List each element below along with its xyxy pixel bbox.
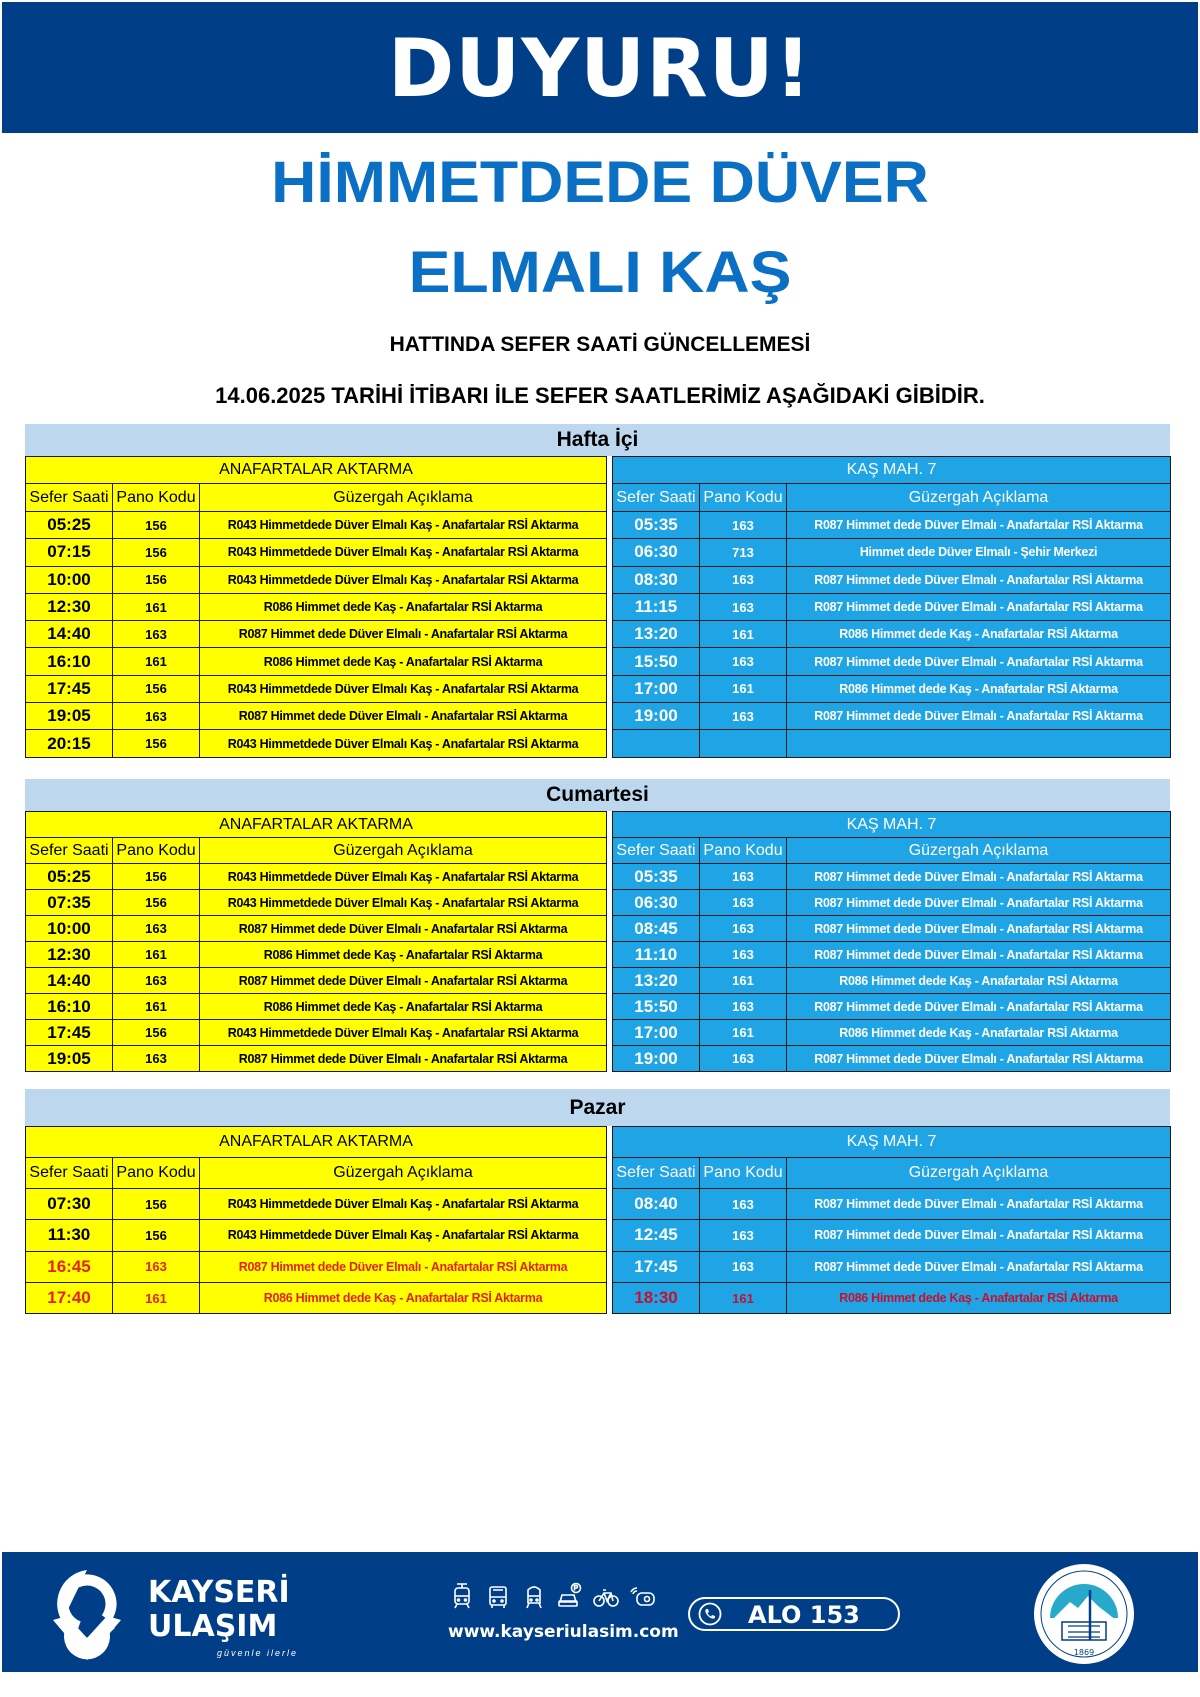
board-code: 163 bbox=[700, 890, 787, 916]
route-description: R043 Himmetdede Düver Elmalı Kaş - Anafartalar RSİ Aktarma bbox=[200, 1220, 607, 1251]
departure-time: 07:30 bbox=[26, 1189, 113, 1220]
departure-time: 13:20 bbox=[613, 621, 700, 648]
schedule-row bbox=[613, 648, 1171, 675]
schedule-row bbox=[613, 539, 1171, 566]
schedule-row bbox=[613, 916, 1171, 942]
column-header-route-description: Güzergah Açıklama bbox=[787, 1158, 1171, 1189]
departure-time: 10:00 bbox=[26, 916, 113, 942]
departure-time: 08:45 bbox=[613, 916, 700, 942]
schedule-row bbox=[613, 1046, 1171, 1072]
schedule-row bbox=[26, 512, 607, 539]
departure-time: 16:10 bbox=[26, 994, 113, 1020]
departure-time: 15:50 bbox=[613, 994, 700, 1020]
schedule-row bbox=[26, 730, 607, 757]
route-description: R087 Himmet dede Düver Elmalı - Anafartalar RSİ Aktarma bbox=[787, 864, 1171, 890]
transport-modes bbox=[448, 1582, 656, 1610]
route-description: R043 Himmetdede Düver Elmalı Kaş - Anafartalar RSİ Aktarma bbox=[200, 512, 607, 539]
board-code: 163 bbox=[113, 1046, 200, 1072]
route-description: R086 Himmet dede Kaş - Anafartalar RSİ Aktarma bbox=[200, 942, 607, 968]
schedule-row bbox=[613, 703, 1171, 730]
brand-name-line2: ULAŞIM bbox=[148, 1609, 278, 1644]
column-header-board-code: Pano Kodu bbox=[113, 484, 200, 512]
column-header-board-code: Pano Kodu bbox=[700, 484, 787, 512]
route-description: R086 Himmet dede Kaş - Anafartalar RSİ Aktarma bbox=[200, 648, 607, 675]
route-description: R087 Himmet dede Düver Elmalı - Anafartalar RSİ Aktarma bbox=[787, 1220, 1171, 1251]
board-code: 163 bbox=[700, 1220, 787, 1251]
schedule-row bbox=[26, 1046, 607, 1072]
board-code: 163 bbox=[700, 593, 787, 620]
schedule-row bbox=[613, 1282, 1171, 1313]
schedule-row bbox=[26, 890, 607, 916]
schedule-row bbox=[26, 1282, 607, 1313]
column-header-route-description: Güzergah Açıklama bbox=[200, 484, 607, 512]
departure-time: 20:15 bbox=[26, 730, 113, 757]
stop-name-header: KAŞ MAH. 7 bbox=[613, 1127, 1171, 1158]
footer-banner bbox=[2, 1552, 1198, 1672]
schedule-row bbox=[613, 890, 1171, 916]
website-link[interactable]: www.kayseriulasim.com bbox=[448, 1622, 679, 1642]
stop-name-header: ANAFARTALAR AKTARMA bbox=[26, 457, 607, 484]
board-code: 156 bbox=[113, 675, 200, 702]
schedule-row bbox=[613, 1220, 1171, 1251]
column-header-board-code: Pano Kodu bbox=[700, 1158, 787, 1189]
schedule-row bbox=[26, 621, 607, 648]
departures-from-anafartalar-table bbox=[25, 456, 607, 758]
departure-time bbox=[613, 730, 700, 757]
route-description: R086 Himmet dede Kaş - Anafartalar RSİ Aktarma bbox=[200, 593, 607, 620]
board-code: 163 bbox=[113, 621, 200, 648]
schedule-row bbox=[26, 703, 607, 730]
departure-time: 17:45 bbox=[26, 675, 113, 702]
board-code: 163 bbox=[700, 942, 787, 968]
board-code: 163 bbox=[700, 566, 787, 593]
schedule-row bbox=[26, 539, 607, 566]
announcement-banner bbox=[2, 2, 1198, 133]
board-code: 156 bbox=[113, 512, 200, 539]
route-description: R086 Himmet dede Kaş - Anafartalar RSİ Aktarma bbox=[200, 1282, 607, 1313]
route-description: R086 Himmet dede Kaş - Anafartalar RSİ Aktarma bbox=[787, 675, 1171, 702]
route-description: R087 Himmet dede Düver Elmalı - Anafartalar RSİ Aktarma bbox=[787, 1046, 1171, 1072]
board-code: 163 bbox=[113, 916, 200, 942]
brand-slogan: güvenle ilerle bbox=[217, 1648, 299, 1658]
column-header-board-code: Pano Kodu bbox=[113, 1158, 200, 1189]
board-code: 156 bbox=[113, 890, 200, 916]
departure-time: 18:30 bbox=[613, 1282, 700, 1313]
route-description: R087 Himmet dede Düver Elmalı - Anafartalar RSİ Aktarma bbox=[200, 621, 607, 648]
column-header-board-code: Pano Kodu bbox=[113, 838, 200, 864]
hotline-badge[interactable] bbox=[688, 1597, 900, 1631]
day-title: Pazar bbox=[25, 1089, 1170, 1126]
schedule-row bbox=[26, 968, 607, 994]
route-description: R087 Himmet dede Düver Elmalı - Anafartalar RSİ Aktarma bbox=[200, 703, 607, 730]
board-code: 161 bbox=[113, 1282, 200, 1313]
schedule-row bbox=[26, 916, 607, 942]
route-description: R043 Himmetdede Düver Elmalı Kaş - Anafartalar RSİ Aktarma bbox=[200, 1020, 607, 1046]
board-code: 156 bbox=[113, 1189, 200, 1220]
board-code: 156 bbox=[113, 1020, 200, 1046]
route-description: R087 Himmet dede Düver Elmalı - Anafartalar RSİ Aktarma bbox=[200, 1046, 607, 1072]
departure-time: 07:35 bbox=[26, 890, 113, 916]
departure-time: 08:30 bbox=[613, 566, 700, 593]
board-code: 161 bbox=[700, 1020, 787, 1046]
departure-time: 14:40 bbox=[26, 968, 113, 994]
route-description: R087 Himmet dede Düver Elmalı - Anafartalar RSİ Aktarma bbox=[787, 648, 1171, 675]
car-parking-icon bbox=[556, 1582, 584, 1610]
schedule-row bbox=[26, 648, 607, 675]
stop-name-header: KAŞ MAH. 7 bbox=[613, 812, 1171, 838]
route-description bbox=[787, 730, 1171, 757]
column-header-departure-time: Sefer Saati bbox=[613, 1158, 700, 1189]
schedule-section-hafta-ici bbox=[25, 424, 1170, 753]
schedule-row bbox=[26, 675, 607, 702]
schedule-row bbox=[613, 621, 1171, 648]
board-code: 163 bbox=[700, 512, 787, 539]
board-code: 161 bbox=[113, 648, 200, 675]
column-header-route-description: Güzergah Açıklama bbox=[200, 1158, 607, 1189]
route-description: R086 Himmet dede Kaş - Anafartalar RSİ Aktarma bbox=[787, 1020, 1171, 1046]
route-description: R087 Himmet dede Düver Elmalı - Anafartalar RSİ Aktarma bbox=[787, 566, 1171, 593]
bus-icon bbox=[484, 1582, 512, 1610]
column-header-departure-time: Sefer Saati bbox=[26, 484, 113, 512]
schedule-row bbox=[613, 593, 1171, 620]
departure-time: 17:45 bbox=[613, 1251, 700, 1282]
board-code: 163 bbox=[700, 703, 787, 730]
column-header-departure-time: Sefer Saati bbox=[26, 1158, 113, 1189]
board-code: 161 bbox=[113, 593, 200, 620]
route-description: R043 Himmetdede Düver Elmalı Kaş - Anafartalar RSİ Aktarma bbox=[200, 675, 607, 702]
effective-date-notice: 14.06.2025 TARİHİ İTİBARI İLE SEFER SAATLERİMİZ AŞAĞIDAKİ GİBİDİR. bbox=[215, 383, 985, 408]
schedule-row bbox=[613, 1020, 1171, 1046]
route-description: R087 Himmet dede Düver Elmalı - Anafartalar RSİ Aktarma bbox=[787, 1189, 1171, 1220]
schedule-row bbox=[613, 942, 1171, 968]
location-pin-logo-icon bbox=[45, 1564, 129, 1662]
schedule-row bbox=[613, 512, 1171, 539]
schedule-row bbox=[26, 864, 607, 890]
departures-from-kas-mah-table bbox=[612, 811, 1171, 1072]
departure-time: 11:10 bbox=[613, 942, 700, 968]
board-code: 156 bbox=[113, 864, 200, 890]
board-code bbox=[700, 730, 787, 757]
brand-name-line1: KAYSERİ bbox=[148, 1575, 290, 1610]
board-code: 161 bbox=[700, 621, 787, 648]
schedule-row bbox=[26, 942, 607, 968]
schedule-row bbox=[26, 1220, 607, 1251]
departure-time: 10:00 bbox=[26, 566, 113, 593]
departure-time: 06:30 bbox=[613, 539, 700, 566]
departure-time: 19:00 bbox=[613, 1046, 700, 1072]
departure-time: 14:40 bbox=[26, 621, 113, 648]
route-description: R086 Himmet dede Kaş - Anafartalar RSİ Aktarma bbox=[787, 968, 1171, 994]
departure-time: 17:00 bbox=[613, 1020, 700, 1046]
schedule-row bbox=[26, 593, 607, 620]
column-header-departure-time: Sefer Saati bbox=[613, 838, 700, 864]
tram-icon bbox=[448, 1582, 476, 1610]
stop-name-header: KAŞ MAH. 7 bbox=[613, 457, 1171, 484]
board-code: 156 bbox=[113, 539, 200, 566]
board-code: 163 bbox=[700, 864, 787, 890]
board-code: 161 bbox=[113, 942, 200, 968]
schedule-row bbox=[613, 864, 1171, 890]
board-code: 163 bbox=[113, 703, 200, 730]
board-code: 163 bbox=[700, 916, 787, 942]
departure-time: 17:40 bbox=[26, 1282, 113, 1313]
departure-time: 07:15 bbox=[26, 539, 113, 566]
column-header-route-description: Güzergah Açıklama bbox=[787, 838, 1171, 864]
route-description: R043 Himmetdede Düver Elmalı Kaş - Anafartalar RSİ Aktarma bbox=[200, 864, 607, 890]
departure-time: 12:45 bbox=[613, 1220, 700, 1251]
board-code: 156 bbox=[113, 1220, 200, 1251]
route-description: R043 Himmetdede Düver Elmalı Kaş - Anafartalar RSİ Aktarma bbox=[200, 890, 607, 916]
board-code: 156 bbox=[113, 730, 200, 757]
stop-name-header: ANAFARTALAR AKTARMA bbox=[26, 1127, 607, 1158]
board-code: 161 bbox=[700, 968, 787, 994]
route-description: R087 Himmet dede Düver Elmalı - Anafartalar RSİ Aktarma bbox=[787, 916, 1171, 942]
schedule-row bbox=[613, 730, 1171, 757]
board-code: 163 bbox=[700, 1251, 787, 1282]
board-code: 161 bbox=[113, 994, 200, 1020]
departure-time: 19:05 bbox=[26, 1046, 113, 1072]
announcement-heading: DUYURU! bbox=[387, 22, 813, 115]
route-description: R086 Himmet dede Kaş - Anafartalar RSİ Aktarma bbox=[200, 994, 607, 1020]
departure-time: 15:50 bbox=[613, 648, 700, 675]
route-description: R087 Himmet dede Düver Elmalı - Anafartalar RSİ Aktarma bbox=[200, 1251, 607, 1282]
board-code: 163 bbox=[700, 648, 787, 675]
route-description: R087 Himmet dede Düver Elmalı - Anafartalar RSİ Aktarma bbox=[787, 1251, 1171, 1282]
departure-time: 16:10 bbox=[26, 648, 113, 675]
schedule-section-cumartesi bbox=[25, 779, 1170, 1068]
board-code: 161 bbox=[700, 675, 787, 702]
route-description: R043 Himmetdede Düver Elmalı Kaş - Anafartalar RSİ Aktarma bbox=[200, 730, 607, 757]
route-description: R086 Himmet dede Kaş - Anafartalar RSİ Aktarma bbox=[787, 621, 1171, 648]
departure-time: 05:35 bbox=[613, 512, 700, 539]
day-title: Hafta İçi bbox=[25, 424, 1170, 456]
schedule-row bbox=[613, 1189, 1171, 1220]
route-description: Himmet dede Düver Elmalı - Şehir Merkezi bbox=[787, 539, 1171, 566]
departure-time: 12:30 bbox=[26, 593, 113, 620]
day-title: Cumartesi bbox=[25, 779, 1170, 811]
schedule-row bbox=[26, 994, 607, 1020]
departure-time: 11:15 bbox=[613, 593, 700, 620]
route-description: R043 Himmetdede Düver Elmalı Kaş - Anafartalar RSİ Aktarma bbox=[200, 1189, 607, 1220]
departure-time: 06:30 bbox=[613, 890, 700, 916]
stop-name-header: ANAFARTALAR AKTARMA bbox=[26, 812, 607, 838]
departure-time: 16:45 bbox=[26, 1251, 113, 1282]
seal-year: 1869 bbox=[1073, 1648, 1095, 1657]
board-code: 163 bbox=[700, 994, 787, 1020]
bicycle-icon bbox=[592, 1582, 620, 1610]
line-name-line2: ELMALI KAŞ bbox=[408, 240, 792, 305]
route-description: R087 Himmet dede Düver Elmalı - Anafartalar RSİ Aktarma bbox=[787, 994, 1171, 1020]
schedule-section-pazar bbox=[25, 1089, 1170, 1308]
schedule-row bbox=[26, 1020, 607, 1046]
route-description: R087 Himmet dede Düver Elmalı - Anafartalar RSİ Aktarma bbox=[787, 890, 1171, 916]
schedule-row bbox=[613, 675, 1171, 702]
schedule-row bbox=[613, 1251, 1171, 1282]
column-header-departure-time: Sefer Saati bbox=[613, 484, 700, 512]
board-code: 163 bbox=[113, 968, 200, 994]
schedule-row bbox=[613, 968, 1171, 994]
line-name-line1: HİMMETDEDE DÜVER bbox=[271, 150, 929, 215]
route-description: R043 Himmetdede Düver Elmalı Kaş - Anafartalar RSİ Aktarma bbox=[200, 539, 607, 566]
contactless-card-icon bbox=[628, 1582, 656, 1610]
departure-time: 17:45 bbox=[26, 1020, 113, 1046]
departure-time: 05:25 bbox=[26, 864, 113, 890]
route-description: R087 Himmet dede Düver Elmalı - Anafartalar RSİ Aktarma bbox=[787, 942, 1171, 968]
schedule-row bbox=[26, 566, 607, 593]
schedule-row bbox=[26, 1189, 607, 1220]
municipality-seal-icon bbox=[1032, 1562, 1136, 1666]
board-code: 163 bbox=[700, 1046, 787, 1072]
phone-icon bbox=[698, 1602, 722, 1626]
train-icon bbox=[520, 1582, 548, 1610]
board-code: 163 bbox=[113, 1251, 200, 1282]
hotline-number: ALO 153 bbox=[748, 1601, 860, 1629]
departure-time: 19:00 bbox=[613, 703, 700, 730]
route-description: R087 Himmet dede Düver Elmalı - Anafartalar RSİ Aktarma bbox=[787, 593, 1171, 620]
board-code: 163 bbox=[700, 1189, 787, 1220]
departure-time: 17:00 bbox=[613, 675, 700, 702]
schedule-row bbox=[26, 1251, 607, 1282]
route-description: R087 Himmet dede Düver Elmalı - Anafartalar RSİ Aktarma bbox=[200, 968, 607, 994]
route-description: R043 Himmetdede Düver Elmalı Kaş - Anafartalar RSİ Aktarma bbox=[200, 566, 607, 593]
schedule-row bbox=[613, 566, 1171, 593]
column-header-board-code: Pano Kodu bbox=[700, 838, 787, 864]
departures-from-anafartalar-table bbox=[25, 1126, 607, 1314]
departures-from-kas-mah-table bbox=[612, 1126, 1171, 1314]
departures-from-kas-mah-table bbox=[612, 456, 1171, 758]
schedule-row bbox=[613, 994, 1171, 1020]
board-code: 161 bbox=[700, 1282, 787, 1313]
route-description: R087 Himmet dede Düver Elmalı - Anafartalar RSİ Aktarma bbox=[787, 703, 1171, 730]
update-subtitle: HATTINDA SEFER SAATİ GÜNCELLEMESİ bbox=[389, 333, 811, 356]
board-code: 156 bbox=[113, 566, 200, 593]
column-header-route-description: Güzergah Açıklama bbox=[787, 484, 1171, 512]
route-description: R087 Himmet dede Düver Elmalı - Anafartalar RSİ Aktarma bbox=[787, 512, 1171, 539]
route-description: R087 Himmet dede Düver Elmalı - Anafartalar RSİ Aktarma bbox=[200, 916, 607, 942]
departure-time: 19:05 bbox=[26, 703, 113, 730]
departure-time: 11:30 bbox=[26, 1220, 113, 1251]
departure-time: 05:35 bbox=[613, 864, 700, 890]
departures-from-anafartalar-table bbox=[25, 811, 607, 1072]
route-description: R086 Himmet dede Kaş - Anafartalar RSİ Aktarma bbox=[787, 1282, 1171, 1313]
column-header-route-description: Güzergah Açıklama bbox=[200, 838, 607, 864]
board-code: 713 bbox=[700, 539, 787, 566]
departure-time: 13:20 bbox=[613, 968, 700, 994]
departure-time: 12:30 bbox=[26, 942, 113, 968]
departure-time: 05:25 bbox=[26, 512, 113, 539]
column-header-departure-time: Sefer Saati bbox=[26, 838, 113, 864]
departure-time: 08:40 bbox=[613, 1189, 700, 1220]
